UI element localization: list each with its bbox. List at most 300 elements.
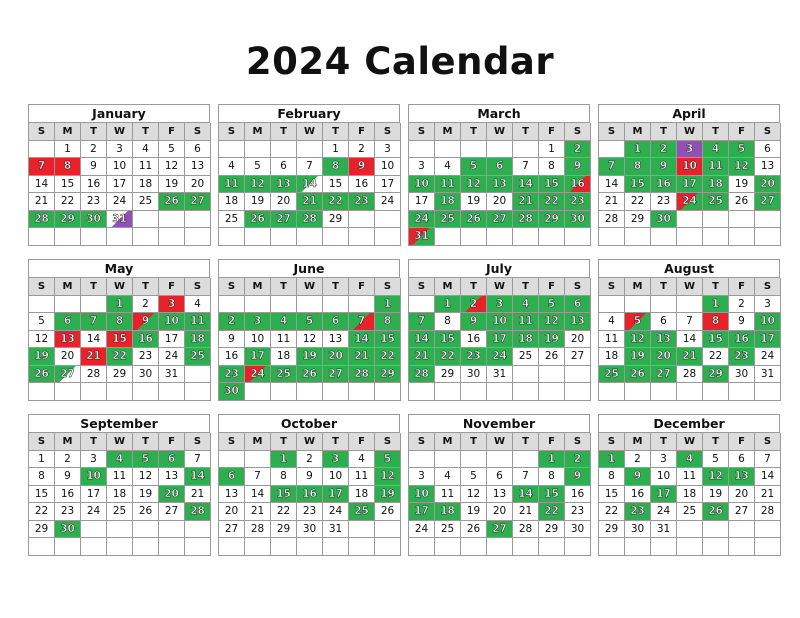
empty-cell bbox=[271, 538, 297, 556]
day-cell: 24 bbox=[245, 366, 271, 384]
day-cell: 6 bbox=[323, 313, 349, 331]
weekday-header: T bbox=[651, 278, 677, 296]
day-cell: 5 bbox=[245, 158, 271, 176]
weekday-header: T bbox=[81, 433, 107, 451]
empty-cell bbox=[599, 383, 625, 401]
weekday-header: W bbox=[297, 278, 323, 296]
weekday-header: W bbox=[487, 433, 513, 451]
day-cell: 14 bbox=[81, 331, 107, 349]
weekday-header: M bbox=[55, 123, 81, 141]
day-cell: 8 bbox=[599, 468, 625, 486]
day-cell: 12 bbox=[729, 158, 755, 176]
empty-cell bbox=[409, 451, 435, 469]
day-cell: 28 bbox=[513, 521, 539, 539]
empty-cell bbox=[185, 211, 211, 229]
day-cell: 29 bbox=[323, 211, 349, 229]
empty-cell bbox=[625, 383, 651, 401]
empty-cell bbox=[219, 141, 245, 159]
day-cell: 24 bbox=[409, 521, 435, 539]
weekday-header: S bbox=[755, 433, 781, 451]
month-january bbox=[28, 104, 210, 246]
day-cell: 13 bbox=[487, 486, 513, 504]
empty-cell bbox=[245, 228, 271, 246]
day-cell: 7 bbox=[245, 468, 271, 486]
empty-cell bbox=[323, 296, 349, 314]
empty-cell bbox=[729, 228, 755, 246]
day-cell: 6 bbox=[487, 158, 513, 176]
day-cell: 18 bbox=[219, 193, 245, 211]
day-cell: 24 bbox=[323, 503, 349, 521]
day-cell: 30 bbox=[651, 211, 677, 229]
day-cell: 23 bbox=[565, 503, 591, 521]
day-cell: 11 bbox=[435, 176, 461, 194]
day-cell: 20 bbox=[185, 176, 211, 194]
empty-cell bbox=[185, 366, 211, 384]
day-cell: 8 bbox=[625, 158, 651, 176]
empty-cell bbox=[755, 211, 781, 229]
day-cell: 4 bbox=[513, 296, 539, 314]
empty-cell bbox=[349, 228, 375, 246]
month-name: July bbox=[408, 259, 590, 277]
day-cell: 4 bbox=[435, 158, 461, 176]
day-cell: 19 bbox=[375, 486, 401, 504]
month-grid bbox=[28, 122, 210, 246]
day-cell: 2 bbox=[55, 451, 81, 469]
day-cell: 17 bbox=[677, 176, 703, 194]
day-cell: 2 bbox=[565, 451, 591, 469]
day-cell: 20 bbox=[729, 486, 755, 504]
day-cell: 15 bbox=[703, 331, 729, 349]
day-cell: 9 bbox=[565, 158, 591, 176]
empty-cell bbox=[729, 211, 755, 229]
day-cell: 1 bbox=[539, 451, 565, 469]
empty-cell bbox=[375, 383, 401, 401]
empty-cell bbox=[651, 538, 677, 556]
weekday-header: F bbox=[159, 278, 185, 296]
day-cell: 21 bbox=[185, 486, 211, 504]
day-cell: 2 bbox=[651, 141, 677, 159]
day-cell: 7 bbox=[677, 313, 703, 331]
day-cell: 15 bbox=[323, 176, 349, 194]
empty-cell bbox=[461, 451, 487, 469]
day-cell: 14 bbox=[245, 486, 271, 504]
empty-cell bbox=[55, 228, 81, 246]
weekday-header: W bbox=[297, 433, 323, 451]
empty-cell bbox=[297, 296, 323, 314]
day-cell: 7 bbox=[599, 158, 625, 176]
day-cell: 3 bbox=[755, 296, 781, 314]
day-cell: 14 bbox=[755, 468, 781, 486]
day-cell: 12 bbox=[297, 331, 323, 349]
empty-cell bbox=[755, 521, 781, 539]
empty-cell bbox=[539, 366, 565, 384]
empty-cell bbox=[599, 538, 625, 556]
weekday-header: T bbox=[513, 278, 539, 296]
day-cell: 7 bbox=[29, 158, 55, 176]
weekday-header: S bbox=[755, 123, 781, 141]
day-cell: 1 bbox=[323, 141, 349, 159]
empty-cell bbox=[375, 211, 401, 229]
day-cell: 23 bbox=[219, 366, 245, 384]
day-cell: 6 bbox=[755, 141, 781, 159]
day-cell: 20 bbox=[487, 193, 513, 211]
day-cell: 16 bbox=[55, 486, 81, 504]
day-cell: 11 bbox=[133, 158, 159, 176]
day-cell: 29 bbox=[539, 211, 565, 229]
day-cell: 23 bbox=[81, 193, 107, 211]
day-cell: 29 bbox=[107, 366, 133, 384]
day-cell: 2 bbox=[297, 451, 323, 469]
empty-cell bbox=[599, 296, 625, 314]
empty-cell bbox=[487, 538, 513, 556]
day-cell: 22 bbox=[539, 193, 565, 211]
day-cell: 14 bbox=[677, 331, 703, 349]
weekday-header: T bbox=[461, 433, 487, 451]
day-cell: 10 bbox=[651, 468, 677, 486]
month-march bbox=[408, 104, 590, 246]
day-cell: 4 bbox=[185, 296, 211, 314]
day-cell: 25 bbox=[133, 193, 159, 211]
day-cell: 11 bbox=[435, 486, 461, 504]
empty-cell bbox=[349, 211, 375, 229]
empty-cell bbox=[513, 538, 539, 556]
empty-cell bbox=[185, 521, 211, 539]
day-cell: 3 bbox=[409, 468, 435, 486]
day-cell: 22 bbox=[375, 348, 401, 366]
day-cell: 20 bbox=[271, 193, 297, 211]
day-cell: 1 bbox=[435, 296, 461, 314]
weekday-header: T bbox=[461, 123, 487, 141]
empty-cell bbox=[435, 538, 461, 556]
day-cell: 13 bbox=[487, 176, 513, 194]
day-cell: 31 bbox=[755, 366, 781, 384]
day-cell: 3 bbox=[159, 296, 185, 314]
weekday-header: T bbox=[271, 123, 297, 141]
day-cell: 15 bbox=[55, 176, 81, 194]
day-cell: 31 bbox=[159, 366, 185, 384]
day-cell: 28 bbox=[297, 211, 323, 229]
day-cell: 23 bbox=[461, 348, 487, 366]
day-cell: 21 bbox=[245, 503, 271, 521]
month-grid bbox=[408, 122, 590, 246]
day-cell: 26 bbox=[539, 348, 565, 366]
month-grid bbox=[28, 277, 210, 401]
day-cell: 13 bbox=[271, 176, 297, 194]
day-cell: 20 bbox=[487, 503, 513, 521]
month-grid bbox=[408, 277, 590, 401]
day-cell: 28 bbox=[185, 503, 211, 521]
month-name: October bbox=[218, 414, 400, 432]
day-cell: 8 bbox=[539, 158, 565, 176]
empty-cell bbox=[81, 228, 107, 246]
day-cell: 21 bbox=[81, 348, 107, 366]
day-cell: 28 bbox=[409, 366, 435, 384]
day-cell: 24 bbox=[755, 348, 781, 366]
day-cell: 15 bbox=[625, 176, 651, 194]
day-cell: 24 bbox=[677, 193, 703, 211]
weekday-header: F bbox=[349, 123, 375, 141]
empty-cell bbox=[323, 538, 349, 556]
weekday-header: W bbox=[107, 123, 133, 141]
day-cell: 29 bbox=[703, 366, 729, 384]
weekday-header: S bbox=[219, 278, 245, 296]
empty-cell bbox=[539, 383, 565, 401]
day-cell: 14 bbox=[349, 331, 375, 349]
day-cell: 31 bbox=[409, 228, 435, 246]
day-cell: 17 bbox=[487, 331, 513, 349]
day-cell: 16 bbox=[219, 348, 245, 366]
day-cell: 21 bbox=[29, 193, 55, 211]
empty-cell bbox=[29, 228, 55, 246]
empty-cell bbox=[435, 228, 461, 246]
empty-cell bbox=[29, 538, 55, 556]
weekday-header: S bbox=[565, 123, 591, 141]
empty-cell bbox=[625, 538, 651, 556]
weekday-header: T bbox=[323, 123, 349, 141]
day-cell: 29 bbox=[375, 366, 401, 384]
day-cell: 28 bbox=[677, 366, 703, 384]
day-cell: 14 bbox=[513, 486, 539, 504]
day-cell: 14 bbox=[513, 176, 539, 194]
day-cell: 22 bbox=[703, 348, 729, 366]
weekday-header: T bbox=[651, 433, 677, 451]
month-grid bbox=[598, 122, 780, 246]
empty-cell bbox=[651, 228, 677, 246]
day-cell: 14 bbox=[409, 331, 435, 349]
day-cell: 7 bbox=[513, 158, 539, 176]
day-cell: 29 bbox=[55, 211, 81, 229]
day-cell: 7 bbox=[185, 451, 211, 469]
day-cell: 18 bbox=[435, 193, 461, 211]
day-cell: 22 bbox=[435, 348, 461, 366]
empty-cell bbox=[159, 521, 185, 539]
empty-cell bbox=[729, 521, 755, 539]
month-name: August bbox=[598, 259, 780, 277]
day-cell: 10 bbox=[81, 468, 107, 486]
day-cell: 20 bbox=[755, 176, 781, 194]
day-cell: 12 bbox=[461, 486, 487, 504]
empty-cell bbox=[409, 383, 435, 401]
weekday-header: T bbox=[81, 278, 107, 296]
empty-cell bbox=[375, 521, 401, 539]
empty-cell bbox=[409, 296, 435, 314]
day-cell: 4 bbox=[435, 468, 461, 486]
empty-cell bbox=[271, 228, 297, 246]
day-cell: 23 bbox=[133, 348, 159, 366]
empty-cell bbox=[677, 296, 703, 314]
empty-cell bbox=[107, 521, 133, 539]
empty-cell bbox=[133, 521, 159, 539]
day-cell: 9 bbox=[651, 158, 677, 176]
empty-cell bbox=[461, 228, 487, 246]
weekday-header: M bbox=[625, 123, 651, 141]
empty-cell bbox=[435, 383, 461, 401]
day-cell: 30 bbox=[729, 366, 755, 384]
day-cell: 23 bbox=[651, 193, 677, 211]
weekday-header: S bbox=[409, 433, 435, 451]
day-cell: 2 bbox=[133, 296, 159, 314]
day-cell: 26 bbox=[461, 211, 487, 229]
day-cell: 4 bbox=[599, 313, 625, 331]
weekday-header: S bbox=[599, 278, 625, 296]
day-cell: 26 bbox=[625, 366, 651, 384]
weekday-header: S bbox=[409, 123, 435, 141]
day-cell: 18 bbox=[349, 486, 375, 504]
empty-cell bbox=[349, 296, 375, 314]
day-cell: 5 bbox=[133, 451, 159, 469]
weekday-header: T bbox=[271, 433, 297, 451]
day-cell: 12 bbox=[29, 331, 55, 349]
day-cell: 9 bbox=[461, 313, 487, 331]
empty-cell bbox=[107, 383, 133, 401]
day-cell: 1 bbox=[55, 141, 81, 159]
day-cell: 17 bbox=[245, 348, 271, 366]
weekday-header: M bbox=[435, 123, 461, 141]
day-cell: 10 bbox=[245, 331, 271, 349]
empty-cell bbox=[461, 538, 487, 556]
day-cell: 21 bbox=[755, 486, 781, 504]
day-cell: 25 bbox=[349, 503, 375, 521]
day-cell: 13 bbox=[729, 468, 755, 486]
day-cell: 22 bbox=[55, 193, 81, 211]
day-cell: 27 bbox=[487, 521, 513, 539]
day-cell: 3 bbox=[487, 296, 513, 314]
month-name: November bbox=[408, 414, 590, 432]
empty-cell bbox=[107, 228, 133, 246]
empty-cell bbox=[599, 228, 625, 246]
day-cell: 11 bbox=[219, 176, 245, 194]
day-cell: 16 bbox=[565, 486, 591, 504]
month-name: September bbox=[28, 414, 210, 432]
day-cell: 10 bbox=[375, 158, 401, 176]
empty-cell bbox=[185, 383, 211, 401]
day-cell: 29 bbox=[29, 521, 55, 539]
weekday-header: S bbox=[219, 123, 245, 141]
empty-cell bbox=[245, 383, 271, 401]
day-cell: 28 bbox=[755, 503, 781, 521]
day-cell: 27 bbox=[565, 348, 591, 366]
day-cell: 24 bbox=[651, 503, 677, 521]
empty-cell bbox=[159, 228, 185, 246]
day-cell: 18 bbox=[513, 331, 539, 349]
empty-cell bbox=[133, 383, 159, 401]
empty-cell bbox=[297, 383, 323, 401]
empty-cell bbox=[81, 538, 107, 556]
weekday-header: T bbox=[133, 123, 159, 141]
day-cell: 19 bbox=[539, 331, 565, 349]
day-cell: 17 bbox=[159, 331, 185, 349]
day-cell: 17 bbox=[409, 503, 435, 521]
weekday-header: S bbox=[565, 278, 591, 296]
day-cell: 29 bbox=[435, 366, 461, 384]
day-cell: 22 bbox=[271, 503, 297, 521]
weekday-header: S bbox=[409, 278, 435, 296]
weekday-header: W bbox=[677, 123, 703, 141]
empty-cell bbox=[513, 451, 539, 469]
day-cell: 26 bbox=[375, 503, 401, 521]
day-cell: 13 bbox=[755, 158, 781, 176]
day-cell: 1 bbox=[375, 296, 401, 314]
empty-cell bbox=[755, 228, 781, 246]
day-cell: 28 bbox=[81, 366, 107, 384]
day-cell: 4 bbox=[703, 141, 729, 159]
month-grid bbox=[28, 432, 210, 556]
empty-cell bbox=[107, 538, 133, 556]
empty-cell bbox=[677, 538, 703, 556]
day-cell: 21 bbox=[349, 348, 375, 366]
day-cell: 24 bbox=[375, 193, 401, 211]
day-cell: 16 bbox=[625, 486, 651, 504]
weekday-header: F bbox=[349, 278, 375, 296]
day-cell: 30 bbox=[55, 521, 81, 539]
day-cell: 16 bbox=[297, 486, 323, 504]
weekday-header: F bbox=[729, 123, 755, 141]
day-cell: 29 bbox=[271, 521, 297, 539]
empty-cell bbox=[159, 211, 185, 229]
day-cell: 12 bbox=[375, 468, 401, 486]
day-cell: 30 bbox=[461, 366, 487, 384]
weekday-header: M bbox=[245, 123, 271, 141]
day-cell: 14 bbox=[29, 176, 55, 194]
day-cell: 24 bbox=[159, 348, 185, 366]
day-cell: 2 bbox=[729, 296, 755, 314]
day-cell: 17 bbox=[323, 486, 349, 504]
day-cell: 9 bbox=[81, 158, 107, 176]
day-cell: 29 bbox=[625, 211, 651, 229]
weekday-header: M bbox=[245, 278, 271, 296]
empty-cell bbox=[81, 521, 107, 539]
weekday-header: T bbox=[133, 433, 159, 451]
day-cell: 25 bbox=[677, 503, 703, 521]
day-cell: 19 bbox=[729, 176, 755, 194]
month-grid bbox=[408, 432, 590, 556]
day-cell: 12 bbox=[133, 468, 159, 486]
day-cell: 21 bbox=[513, 193, 539, 211]
weekday-header: T bbox=[81, 123, 107, 141]
day-cell: 5 bbox=[29, 313, 55, 331]
day-cell: 9 bbox=[625, 468, 651, 486]
day-cell: 16 bbox=[651, 176, 677, 194]
weekday-header: T bbox=[513, 433, 539, 451]
day-cell: 7 bbox=[81, 313, 107, 331]
weekday-header: F bbox=[159, 123, 185, 141]
empty-cell bbox=[349, 538, 375, 556]
day-cell: 25 bbox=[219, 211, 245, 229]
day-cell: 26 bbox=[729, 193, 755, 211]
day-cell: 24 bbox=[81, 503, 107, 521]
weekday-header: S bbox=[29, 433, 55, 451]
weekday-header: S bbox=[185, 278, 211, 296]
empty-cell bbox=[729, 383, 755, 401]
day-cell: 31 bbox=[651, 521, 677, 539]
month-grid bbox=[218, 277, 400, 401]
day-cell: 26 bbox=[133, 503, 159, 521]
day-cell: 2 bbox=[625, 451, 651, 469]
day-cell: 11 bbox=[271, 331, 297, 349]
day-cell: 14 bbox=[297, 176, 323, 194]
empty-cell bbox=[245, 141, 271, 159]
day-cell: 25 bbox=[435, 521, 461, 539]
weekday-header: M bbox=[625, 433, 651, 451]
day-cell: 14 bbox=[185, 468, 211, 486]
day-cell: 23 bbox=[625, 503, 651, 521]
day-cell: 9 bbox=[297, 468, 323, 486]
month-may bbox=[28, 259, 210, 401]
empty-cell bbox=[487, 228, 513, 246]
day-cell: 15 bbox=[375, 331, 401, 349]
day-cell: 15 bbox=[435, 331, 461, 349]
day-cell: 12 bbox=[625, 331, 651, 349]
